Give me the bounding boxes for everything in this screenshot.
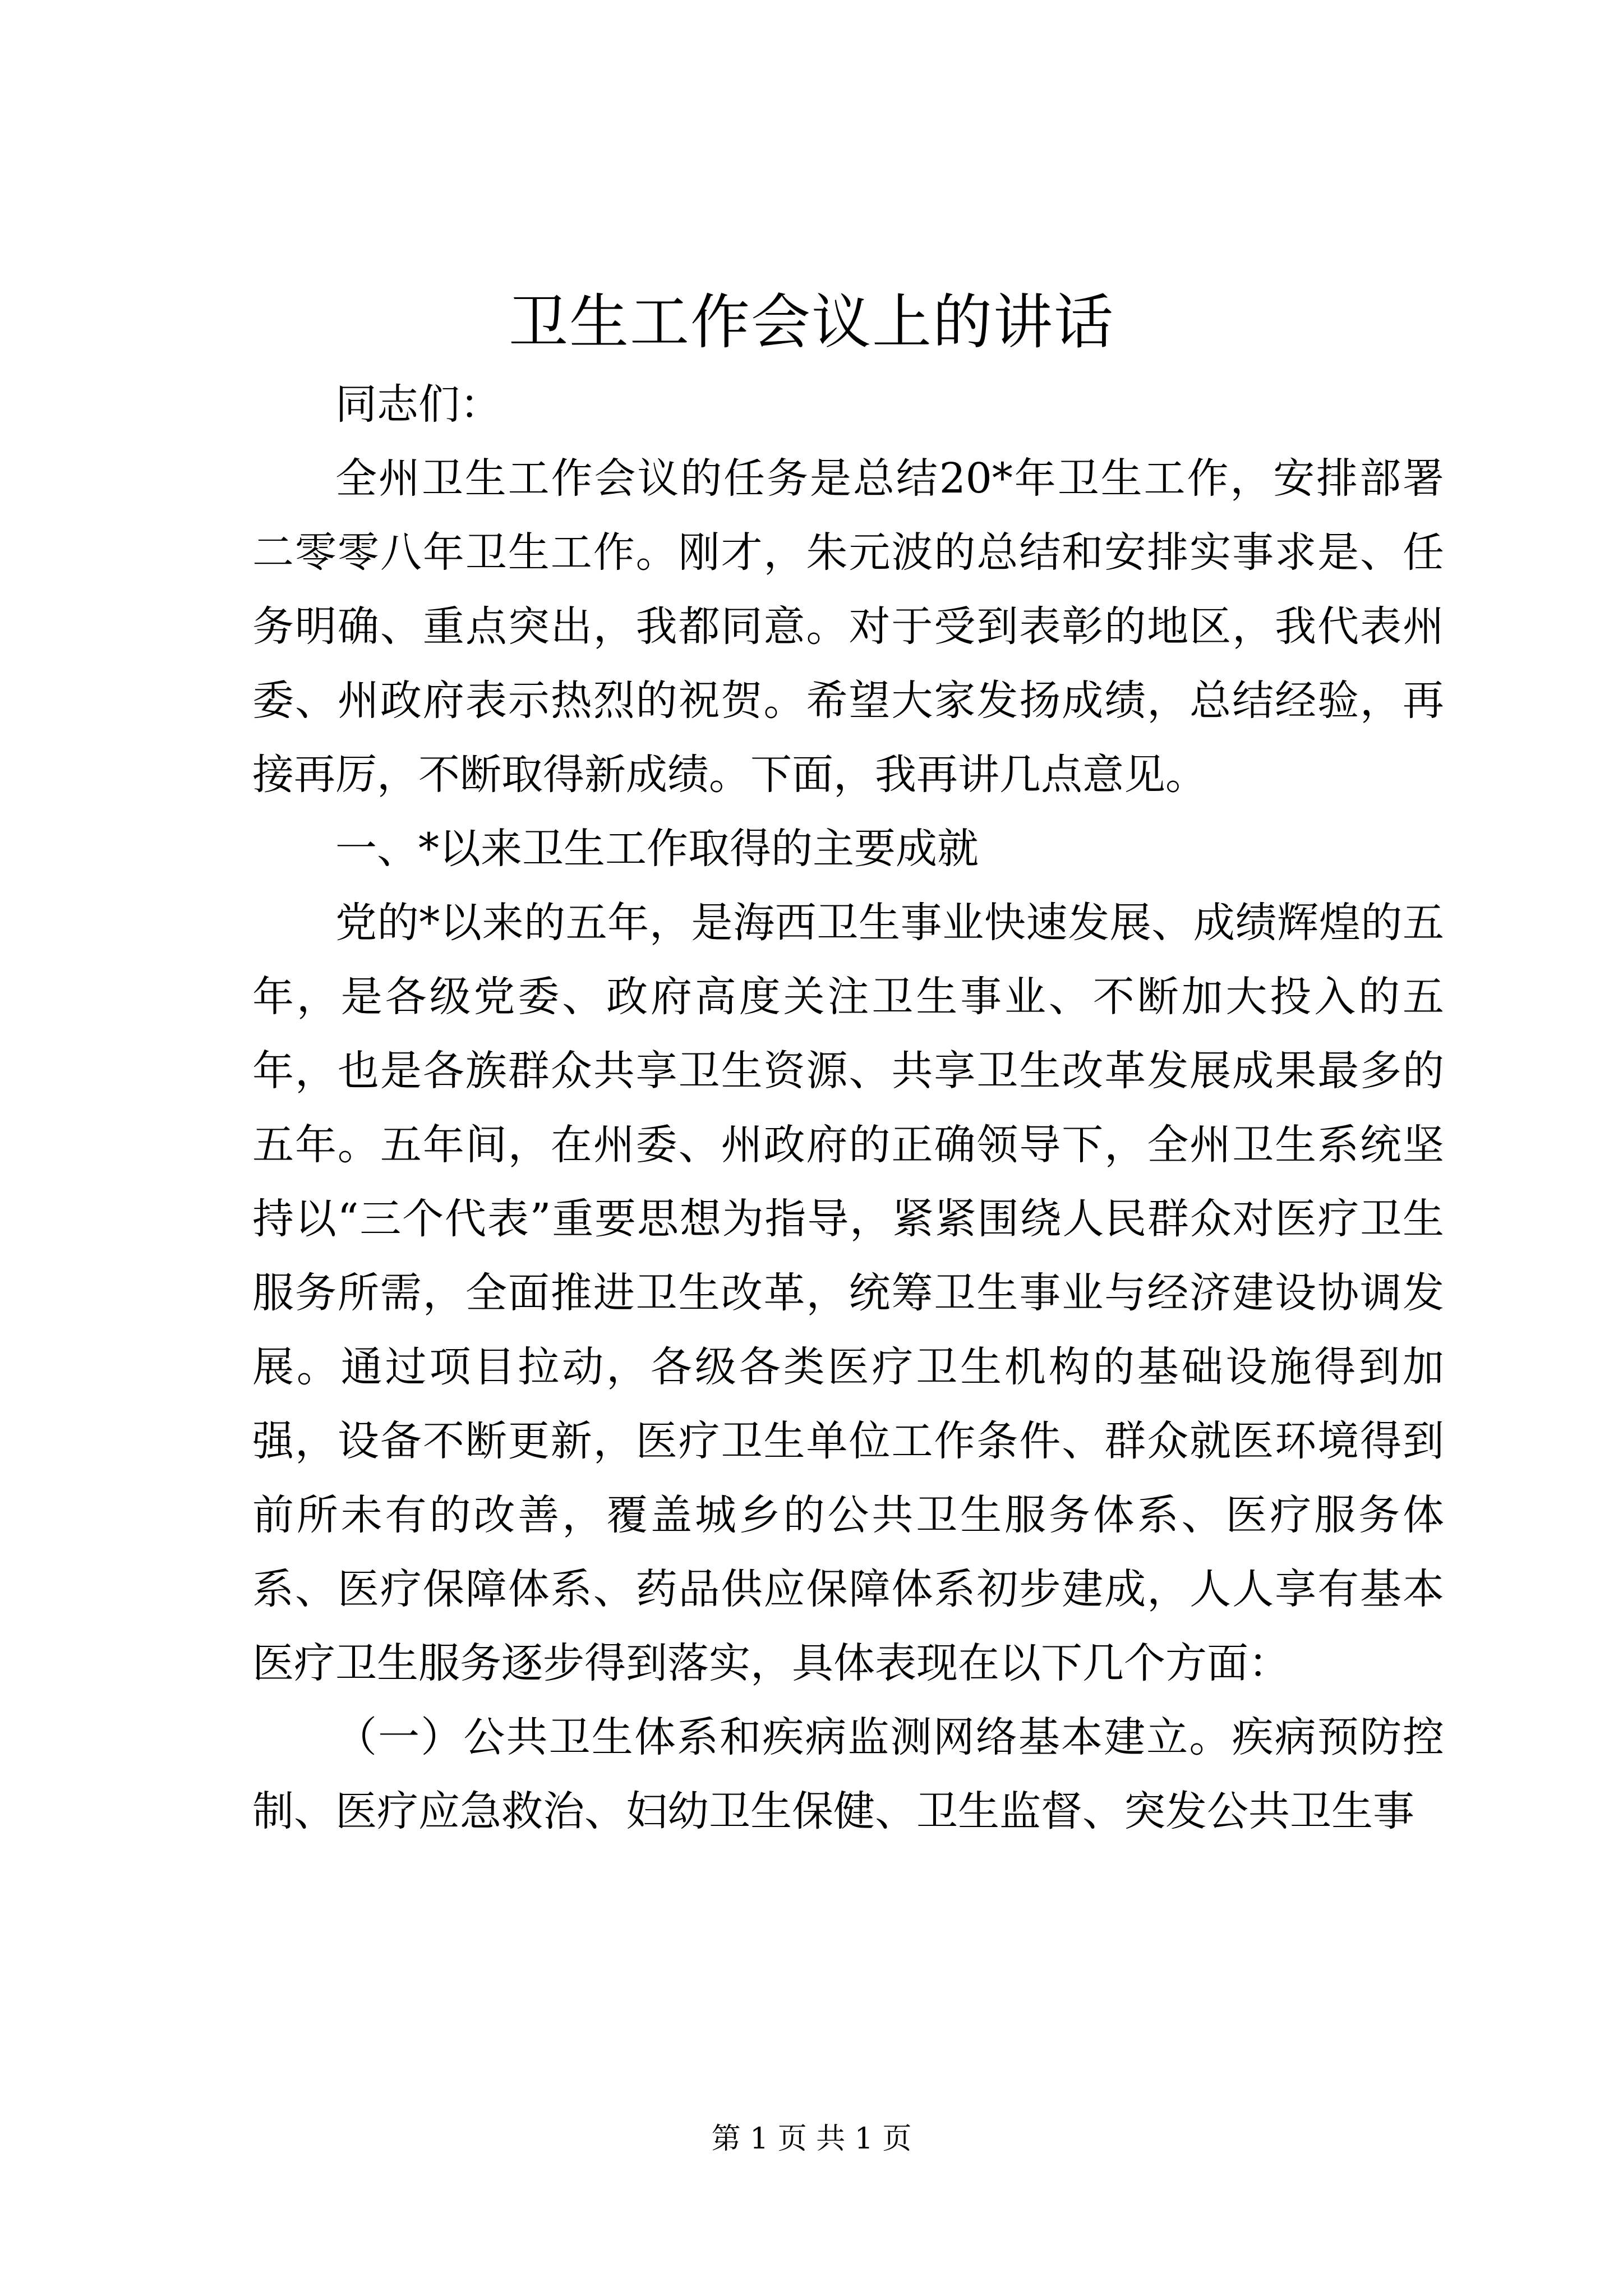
- page-footer: 第 1 页 共 1 页: [711, 2122, 912, 2156]
- document-body: [252, 367, 1444, 1848]
- document-title: 卫生工作会议上的讲话: [509, 288, 1114, 357]
- body-paragraph: 全州卫生工作会议的任务是总结20*年卫生工作，安排部署二零零八年卫生工作。刚才，朱元波的总结和安排实事求是、任务明确、重点突出，我都同意。对于受到表彰的地区，我代表州委、州政府表示热烈的祝贺。希望大家发扬成绩，总结经验，再接再厉，不断取得新成绩。下面，我再讲几点意见。: [252, 454, 1444, 799]
- body-paragraph: 党的*以来的五年，是海西卫生事业快速发展、成绩辉煌的五年，是各级党委、政府高度关注卫生事业、不断加大投入的五年，也是各族群众共享卫生资源、共享卫生改革发展成果最多的五年。五年间，在州委、州政府的正确领导下，全州卫生系统坚持以“三个代表”重要思想为指导，紧紧围绕人民群众对医疗卫生服务所需，全面推进卫生改革，统筹卫生事业与经济建设协调发展。通过项目拉动，各级各类医疗卫生机构的基础设施得到加强，设备不断更新，医疗卫生单位工作条件、群众就医环境得到前所未有的改善，覆盖城乡的公共卫生服务体系、医疗服务体系、医疗保障体系、药品供应保障体系初步建成，人人享有基本医疗卫生服务逐步得到落实，具体表现在以下几个方面：: [252, 899, 1444, 1687]
- section-heading: 一、*以来卫生工作取得的主要成就: [335, 825, 979, 873]
- salutation: 同志们：: [335, 380, 501, 429]
- subsection-paragraph: （一）公共卫生体系和疾病监测网络基本建立。疾病预防控制、医疗应急救治、妇幼卫生保健、卫生监督、突发公共卫生事: [252, 1713, 1444, 1835]
